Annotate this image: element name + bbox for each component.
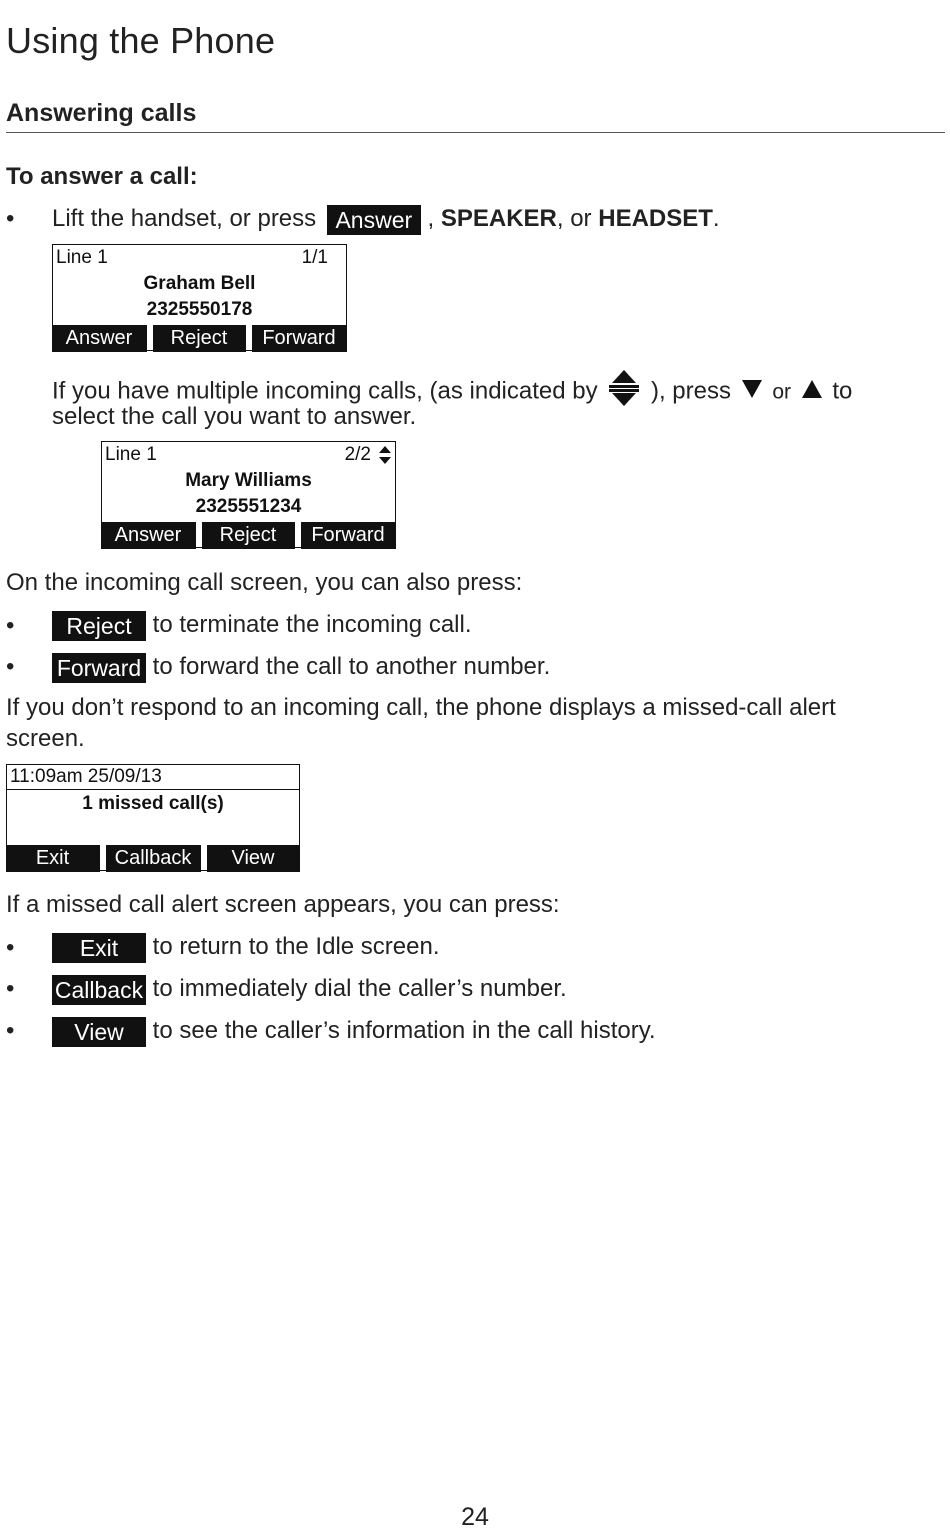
missed-calls-message: 1 missed call(s)	[82, 793, 224, 814]
page-title: Using the Phone	[6, 20, 276, 61]
bullet: •	[6, 975, 15, 1002]
status-divider	[7, 789, 299, 790]
line-label: Line 1	[56, 247, 108, 268]
answer-softkey: Answer	[327, 205, 421, 235]
call-count: 1/1	[301, 247, 328, 268]
caller-name: Mary Williams	[185, 470, 312, 491]
line-label: Line 1	[105, 444, 157, 465]
reject-description: to terminate the incoming call.	[152, 611, 472, 638]
softkey-forward: Forward	[301, 522, 396, 549]
callback-description: to immediately dial the caller’s number.	[152, 975, 567, 1002]
incoming-call-screen	[52, 244, 347, 351]
softkey-bar	[6, 845, 300, 872]
forward-description: to forward the call to another number.	[152, 653, 551, 680]
softkey-bar	[52, 325, 347, 352]
multi-text-3: select the call you want to answer.	[52, 403, 417, 430]
section-heading: Answering calls	[6, 99, 197, 127]
down-triangle-icon	[740, 377, 764, 408]
view-description: to see the caller’s information in the call history.	[152, 1017, 656, 1044]
softkey-reject: Reject	[153, 325, 246, 352]
answer-instruction	[52, 203, 720, 235]
view-softkey: View	[52, 1017, 146, 1047]
reject-option	[52, 609, 472, 641]
period: .	[712, 205, 720, 232]
bullet: •	[6, 1017, 15, 1044]
instruction-text: Lift the handset, or press	[52, 205, 317, 232]
separator: ,	[427, 205, 435, 232]
softkey-bar	[101, 522, 396, 549]
page-number: 24	[461, 1503, 489, 1531]
caller-number: 2325551234	[195, 496, 302, 517]
softkey-view: View	[207, 845, 300, 872]
missed-call-text-1: If you don’t respond to an incoming call, the phone displays a missed-call alert	[6, 694, 836, 721]
bullet: •	[6, 205, 15, 232]
bullet: •	[6, 934, 15, 961]
softkey-answer: Answer	[101, 522, 196, 549]
multi-text-2: ), press	[650, 377, 731, 405]
reject-softkey: Reject	[52, 611, 146, 641]
missed-call-screen	[6, 764, 300, 871]
headset-key-label: HEADSET	[598, 205, 713, 232]
callback-softkey: Callback	[52, 975, 146, 1005]
multi-text-1: If you have multiple incoming calls, (as indicated by	[52, 377, 598, 405]
missed-options-intro: If a missed call alert screen appears, you can press:	[6, 891, 560, 918]
softkey-reject: Reject	[202, 522, 295, 549]
section-divider	[6, 132, 945, 133]
up-down-arrows-icon	[608, 369, 640, 415]
view-option	[52, 1015, 656, 1047]
bullet: •	[6, 612, 15, 639]
to-word: to	[832, 377, 853, 405]
bullet: •	[6, 653, 15, 680]
datetime: 11:09am 25/09/13	[10, 766, 162, 787]
up-triangle-icon	[800, 377, 824, 408]
multiple-calls-screen	[101, 441, 396, 548]
softkey-callback: Callback	[106, 845, 201, 872]
softkey-answer: Answer	[52, 325, 147, 352]
caller-number: 2325550178	[146, 299, 253, 320]
caller-name: Graham Bell	[143, 273, 256, 294]
or-text: , or	[556, 205, 592, 232]
scroll-arrows-icon	[378, 446, 392, 469]
forward-option	[52, 651, 550, 683]
call-count: 2/2	[344, 444, 371, 465]
exit-softkey: Exit	[52, 933, 146, 963]
callback-option	[52, 973, 567, 1005]
incoming-options-intro: On the incoming call screen, you can also press:	[6, 569, 523, 596]
exit-option	[52, 931, 440, 963]
softkey-forward: Forward	[252, 325, 347, 352]
answer-subheading: To answer a call:	[6, 163, 198, 190]
softkey-exit: Exit	[6, 845, 100, 872]
missed-call-text-2: screen.	[6, 725, 85, 752]
speaker-key-label: SPEAKER	[440, 205, 557, 232]
or-word: or	[772, 380, 791, 404]
forward-softkey: Forward	[52, 653, 146, 683]
exit-description: to return to the Idle screen.	[152, 933, 440, 960]
